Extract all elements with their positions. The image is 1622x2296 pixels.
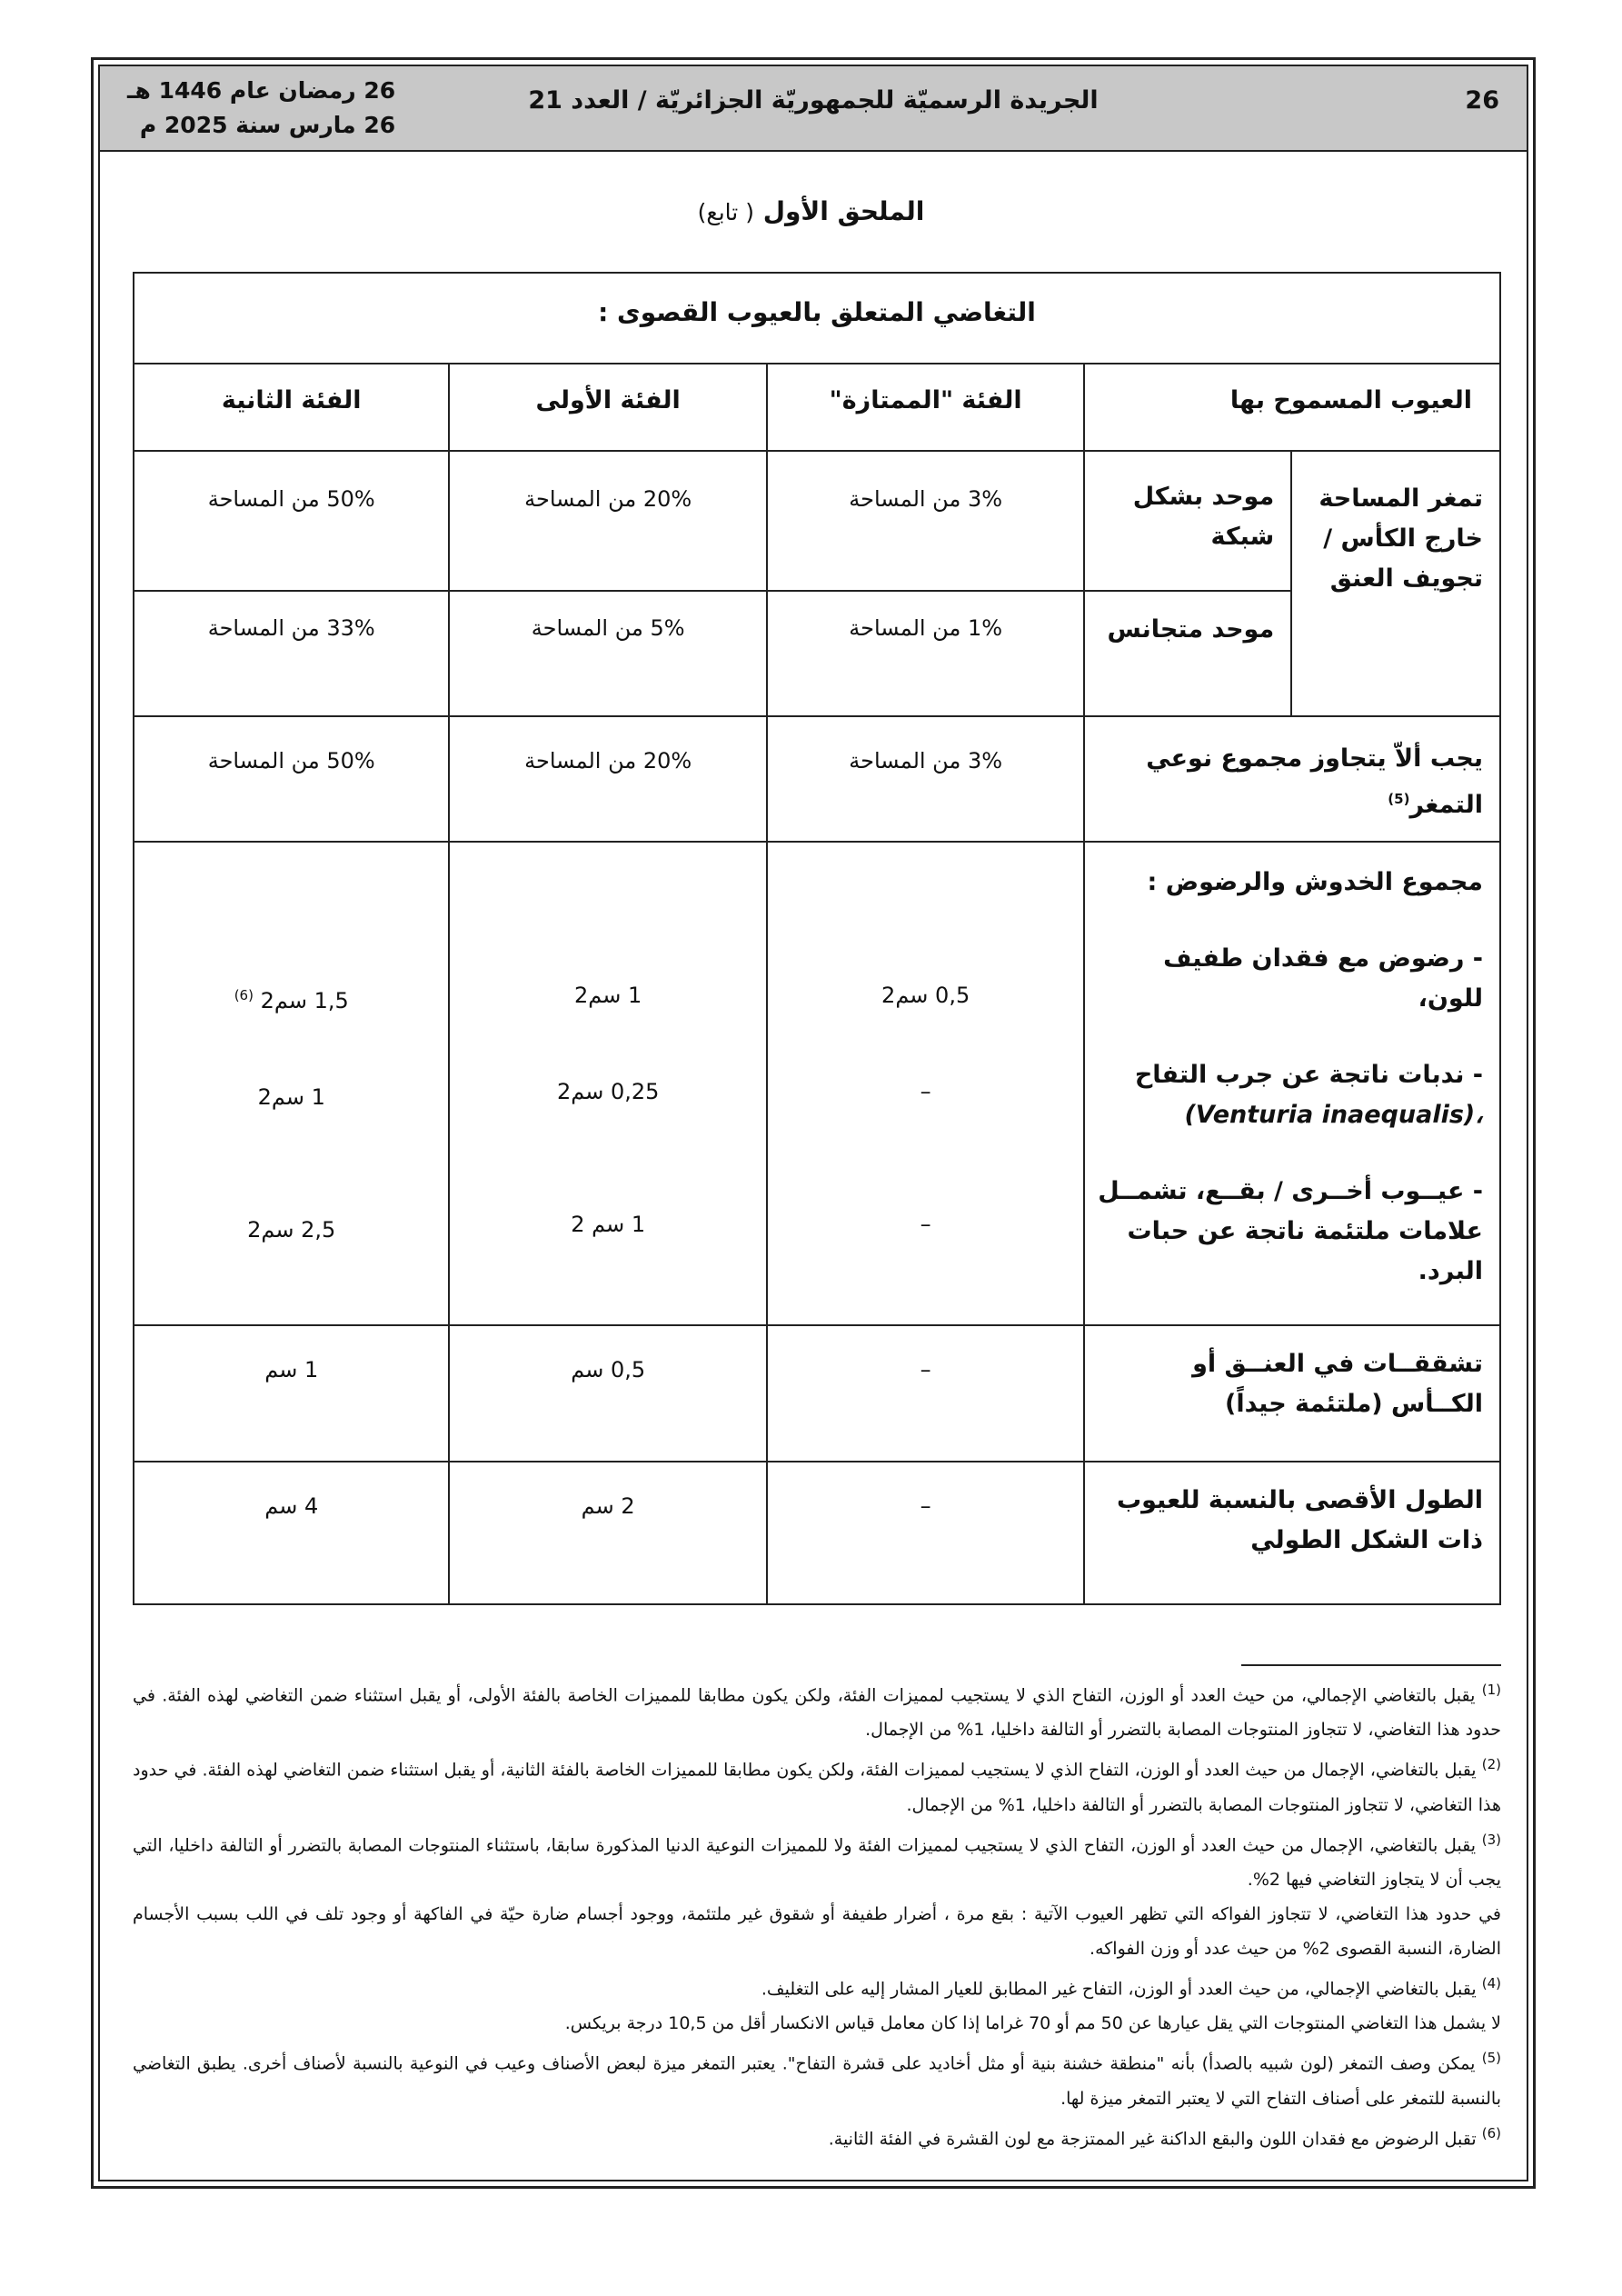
annex-name: الملحق الأول <box>762 196 925 226</box>
footnote-text: يقبل بالتغاضي، الإجمال من حيث العدد أو الوزن، التفاح الذي لا يستجيب لمميزات الفئة، ولكن يكون مطابقا للمميزات الخاصة بالفئة الثانية، أو يقبل استثناء ضمن التغاضي لهذه الفئة. في حدود هذا التغاضي، لا تتجاوز المنتوجات المصابة بالتضرر أو التالفة داخليا، 1% من الإجمال. <box>133 1760 1501 1815</box>
footnote-ref: (5) <box>1388 791 1410 807</box>
footnote <box>133 2116 1501 2156</box>
scratch-item: - ندبات ناتجة عن جرب التفاح <box>1134 1061 1483 1089</box>
table-cell: 3% من المساحة <box>767 451 1085 591</box>
table-cell <box>449 842 766 1325</box>
date-hijri: 26 رمضان عام 1446 هـ <box>127 77 396 104</box>
header-class-1: الفئة الأولى <box>449 364 766 451</box>
footnote-text: يقبل بالتغاضي الإجمالي، من حيث العدد أو الوزن، التفاح الذي لا يستجيب لمميزات الفئة، ولكن يكون مطابقا للمميزات الخاصة بالفئة الأولى، أو يقبل استثناء ضمن التغاضي لهذه الفئة. في حدود هذا التغاضي، لا تتجاوز المنتوجات المصابة بالتضرر أو التالفة داخليا، 1% من الإجمال. <box>133 1685 1501 1741</box>
table-cell <box>767 842 1085 1325</box>
header-class-2: الفئة الثانية <box>134 364 449 451</box>
footnotes <box>133 1672 1501 2156</box>
table-title: التغاضي المتعلق بالعيوب القصوى : <box>134 273 1500 364</box>
value: 0,5 سم2 <box>881 983 970 1008</box>
scab-latin: (Venturia inaequalis)، <box>1184 1101 1483 1129</box>
page-number: 26 <box>1465 86 1499 115</box>
value: 1 سم 2 <box>571 1212 646 1237</box>
table-cell: 50% من المساحة <box>134 716 449 842</box>
table-cell: 1% من المساحة <box>767 591 1085 716</box>
footnote-number: (1) <box>1481 1682 1502 1698</box>
cracks-label: تشققــات في العنــق أو الكــأس (ملتئمة جيداً) <box>1084 1325 1500 1462</box>
value: – <box>920 1212 931 1237</box>
table-cell: – <box>767 1325 1085 1462</box>
page-header <box>100 66 1527 152</box>
footnote-text: في حدود هذا التغاضي، لا تتجاوز الفواكه التي تظهر العيوب الآتية : بقع مرة ، أضرار طفيفة أو شقوق غير ملتئمة، ووجود أجسام ضارة حيّة في الفاكهة أو وجود تلف في اللب بسبب الأجسام الضارة، النسبة القصوى 2% من حيث عدد أو وزن الفواكه. <box>133 1903 1501 1959</box>
scratch-item: - رضوض مع فقدان طفيف للون، <box>1163 944 1483 1013</box>
footnote <box>133 1747 1501 1822</box>
footnote-number: (5) <box>1481 2050 1501 2067</box>
footnote <box>133 1966 1501 2006</box>
value: 1,5 سم2 <box>260 988 349 1013</box>
footnote-number: (4) <box>1481 1974 1501 1992</box>
table-cell: 1 سم <box>134 1325 449 1462</box>
value: 0,25 سم2 <box>556 1079 660 1104</box>
footnote-ref: (6) <box>234 987 254 1003</box>
scratch-item: - عيــوب أخــرى / بقــع، تشمــل علامات ملتئمة ناتجة عن حبات البرد. <box>1098 1177 1483 1285</box>
table-cell: 4 سم <box>134 1462 449 1604</box>
footnote <box>133 1672 1501 1747</box>
annex-title <box>0 196 1622 226</box>
footnote <box>133 1822 1501 1897</box>
journal-title: الجريدة الرسميّة للجمهوريّة الجزائريّة / العدد 21 <box>528 86 1099 115</box>
footnote <box>133 2006 1501 2041</box>
russeting-type: موحد بشكل شبكة <box>1084 451 1291 591</box>
combined-label <box>1084 716 1500 842</box>
scratches-label <box>1084 842 1500 1325</box>
tolerance-table <box>133 272 1501 1605</box>
footnote-number: (2) <box>1481 1756 1501 1773</box>
footnote-text: يقبل بالتغاضي، الإجمال من حيث العدد أو الوزن، التفاح الذي لا يستجيب لمميزات الفئة ولا للمميزات النوعية الدنيا المذكورة سابقا، باستثناء المنتوجات المصابة بالتضرر أو التالفة داخليا، التي يجب أن لا يتجاوز التغاضي فيها 2%. <box>133 1834 1501 1890</box>
table-cell: 20% من المساحة <box>449 451 766 591</box>
header-defects: العيوب المسموح بها <box>1084 364 1500 451</box>
table-cell: – <box>767 1462 1085 1604</box>
footnote-text: يمكن وصف التمغر (لون شبيه بالصدأ) بأنه "منطقة خشنة بنية أو مثل أخاديد على قشرة التفاح". يعتبر التمغر ميزة لبعض الأصناف وعيب في النوعية بالنسبة لأصناف أخرى. يطبق التغاضي بالنسبة للتمغر على أصناف التفاح التي لا يعتبر التمغر ميزة لها. <box>133 2053 1501 2109</box>
table-cell: 50% من المساحة <box>134 451 449 591</box>
value: 1 سم2 <box>574 983 642 1008</box>
russeting-type: موحد متجانس <box>1084 591 1291 716</box>
combined-label-text: يجب ألاّ يتجاوز مجموع نوعي التمغر <box>1146 744 1483 819</box>
table-cell: 5% من المساحة <box>449 591 766 716</box>
footnote-text: تقبل الرضوض مع فقدان اللون والبقع الداكنة غير الممتزجة مع لون القشرة في الفئة الثانية. <box>828 2128 1477 2149</box>
footnote-divider <box>1241 1664 1501 1666</box>
footnote-text: لا يشمل هذا التغاضي المنتوجات التي يقل عيارها عن 50 مم أو 70 غراما إذا كان معامل قياس الانكسار أقل من 10,5 درجة بريكس. <box>564 2013 1501 2034</box>
elongated-label: الطول الأقصى بالنسبة للعيوب ذات الشكل الطولي <box>1084 1462 1500 1604</box>
footnote <box>133 1897 1501 1966</box>
footnote <box>133 2041 1501 2115</box>
table-cell: 33% من المساحة <box>134 591 449 716</box>
value: – <box>920 1079 931 1104</box>
date-gregorian: 26 مارس سنة 2025 م <box>139 112 396 138</box>
value: 2,5 سم2 <box>247 1217 336 1243</box>
table-cell: 0,5 سم <box>449 1325 766 1462</box>
footnote-number: (3) <box>1481 1831 1502 1848</box>
scratches-heading: مجموع الخدوش والرضوض : <box>1147 868 1483 896</box>
russeting-label: تمغر المساحة خارج الكأس / تجويف العنق <box>1291 451 1500 716</box>
footnote-text: يقبل بالتغاضي الإجمالي، من حيث العدد أو الوزن، التفاح غير المطابق للعيار المشار إليه على التغليف. <box>761 1979 1477 2000</box>
footnote-number: (6) <box>1481 2124 1501 2141</box>
table-cell <box>134 842 449 1325</box>
table-cell: 3% من المساحة <box>767 716 1085 842</box>
table-cell: 20% من المساحة <box>449 716 766 842</box>
table-cell: 2 سم <box>449 1462 766 1604</box>
value: 1 سم2 <box>257 1084 325 1110</box>
header-extra: الفئة "الممتازة" <box>767 364 1085 451</box>
annex-note: ( تابع) <box>697 199 754 225</box>
issue-date <box>127 74 395 143</box>
